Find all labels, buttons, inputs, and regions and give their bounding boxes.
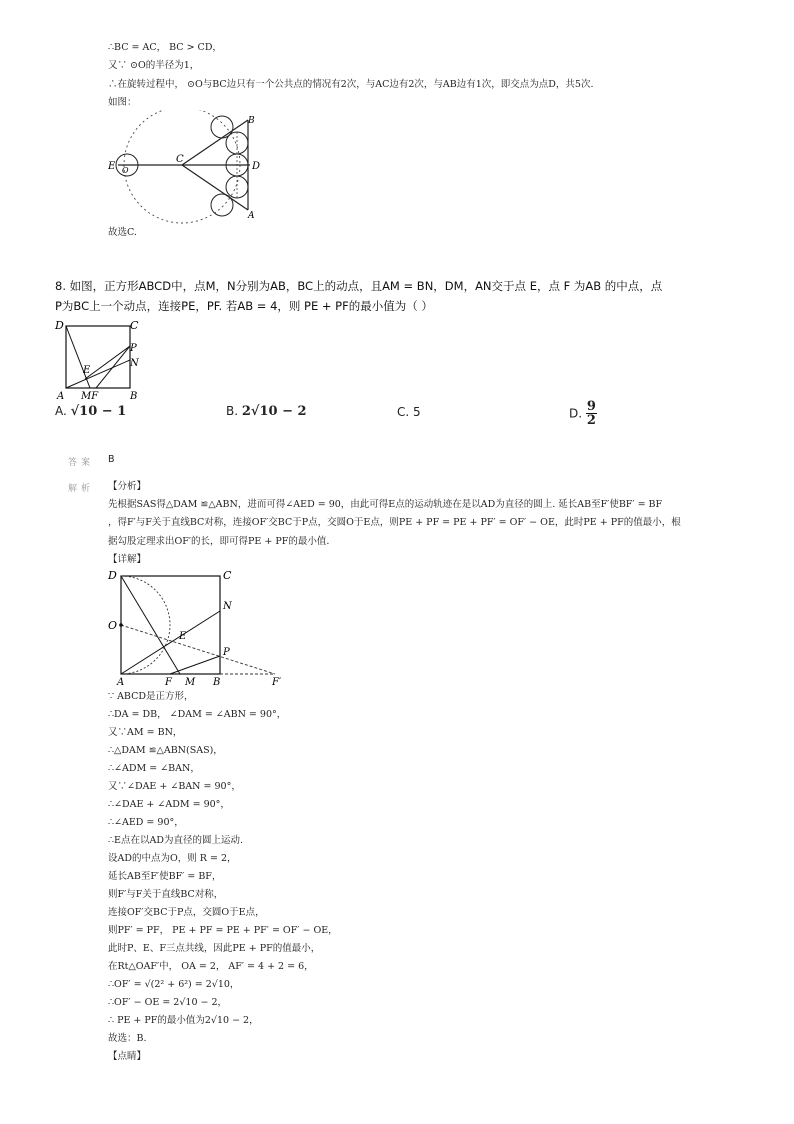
detail-step-2: ∴DA = DB， ∠DAM = ∠ABN = 90°，: [108, 709, 287, 720]
option-a-value: √10 − 1: [70, 404, 127, 419]
answer-line-c: 故选C.: [108, 227, 137, 238]
label-o: O: [108, 619, 118, 632]
label-b: B: [248, 116, 255, 126]
option-a[interactable]: [55, 404, 126, 419]
answer-value: B: [108, 454, 115, 465]
analysis-heading: 【分析】: [108, 481, 147, 492]
label-b: B: [213, 677, 221, 688]
label-e: E: [179, 631, 187, 642]
detail-step-14: 则PF′ = PF， PE + PF = PE + PF′ = OF′ − OE，: [108, 925, 338, 936]
detail-heading: 【详解】: [108, 554, 147, 565]
detail-step-3: 又∵AM = BN，: [108, 727, 183, 738]
analysis-line-1: 先根据SAS得△DAM ≌△ABN，进而可得∠AED = 90，由此可得E点的运动轨迹在是以AD为直径的圆上. 延长AB至F′使BF′ = BF: [108, 499, 663, 510]
detail-step-12: 则F′与F关于直线BC对称，: [108, 889, 224, 900]
segment-dm: [121, 576, 180, 674]
solution-line-1: ∴BC = AC， BC > CD，: [108, 42, 222, 53]
label-d: D: [108, 569, 117, 582]
solution-line-3: ∴在旋转过程中， ⊙O与BC边只有一个公共点的情况有2次，与AC边有2次，与AB边有1次，即交点为点D，共5次.: [108, 79, 594, 90]
detail-figure: [100, 566, 295, 688]
square-abcd: [121, 576, 220, 674]
circle-top-2: [226, 132, 248, 154]
point-o: [119, 623, 123, 627]
label-m: M: [185, 677, 196, 688]
option-d[interactable]: [569, 400, 597, 427]
label-b: B: [130, 391, 138, 402]
label-p: P: [223, 647, 230, 658]
segment-cb: [182, 120, 248, 165]
detail-step-13: 连接OF′交BC于P点，交圆O于E点，: [108, 907, 265, 918]
detail-step-5: ∴∠ADM = ∠BAN，: [108, 763, 200, 774]
label-p: P: [130, 343, 137, 354]
question-figure: [52, 316, 152, 402]
detail-step-17: ∴OF′ = √(2² + 6²) = 2√10，: [108, 979, 240, 990]
label-c: C: [223, 569, 232, 582]
square-abcd: [66, 326, 130, 388]
label-n: N: [223, 601, 232, 612]
analysis-line-2: ，得F′与F关于直线BC对称，连接OF′交BC于P点，交圆O于E点，则PE + PF = PE + PF′ = OF′ − OE，此时PE + PF的值最小，根: [108, 517, 681, 528]
option-c-letter: C.: [397, 405, 410, 419]
option-c[interactable]: [397, 405, 421, 419]
detail-step-7: ∴∠DAE + ∠ADM = 90°，: [108, 799, 230, 810]
rotation-path-circle: [124, 110, 240, 223]
label-a: A: [57, 391, 65, 402]
detail-step-16: 在Rt△OAF′中， OA = 2， AF′ = 4 + 2 = 6，: [108, 961, 314, 972]
label-mf: MF: [81, 391, 99, 402]
option-a-letter: A.: [55, 404, 67, 418]
label-e: E: [108, 161, 116, 172]
detail-step-15: 此时P、E、F三点共线，因此PE + PF的值最小，: [108, 943, 321, 954]
label-o: O: [122, 166, 129, 175]
label-c: C: [176, 154, 184, 165]
detail-step-6: 又∵∠DAE + ∠BAN = 90°，: [108, 781, 241, 792]
label-f-prime: F′: [272, 677, 282, 688]
circle-bottom-1: [211, 194, 233, 216]
option-b[interactable]: [226, 404, 307, 419]
semicircle-ad: [121, 576, 170, 674]
note-heading: 【点睛】: [108, 1051, 147, 1062]
option-d-denominator: 2: [586, 413, 596, 428]
label-c: C: [130, 319, 139, 332]
segment-an: [66, 360, 130, 388]
detail-step-9: ∴E点在以AD为直径的圆上运动.: [108, 835, 243, 846]
segment-fp: [170, 656, 220, 674]
option-d-letter: D.: [569, 406, 583, 421]
detail-step-1: ∵ ABCD是正方形，: [108, 691, 194, 702]
detail-step-10: 设AD的中点为O，则 R = 2，: [108, 853, 237, 864]
label-n: N: [130, 358, 139, 369]
circle-bottom-2: [226, 176, 248, 198]
detail-step-18: ∴OF′ − OE = 2√10 − 2，: [108, 997, 228, 1008]
solution-line-4: 如图：: [108, 97, 137, 108]
question-line-2: P为BC上一个动点，连接PE，PF. 若AB = 4，则 PE + PF的最小值为（ ）: [55, 299, 433, 313]
segment-of1: [121, 625, 275, 674]
detail-step-20: 故选：B.: [108, 1033, 147, 1044]
segment-an: [121, 611, 220, 674]
option-c-value: 5: [413, 405, 421, 419]
option-d-numerator: 9: [586, 399, 596, 414]
label-d: D: [252, 161, 261, 172]
answer-label: 答案: [68, 458, 95, 468]
label-a: A: [248, 211, 255, 221]
option-b-letter: B.: [226, 404, 239, 418]
detail-step-19: ∴ PE + PF的最小值为2√10 − 2，: [108, 1015, 259, 1026]
label-f: F: [165, 677, 172, 688]
segment-ca: [182, 165, 248, 210]
detail-step-4: ∴△DAM ≌△ABN(SAS)，: [108, 745, 223, 756]
solution-line-2: 又∵ ⊙O的半径为1，: [108, 60, 200, 71]
analysis-line-3: 据勾股定理求出OF′的长，即可得PE + PF的最小值.: [108, 536, 330, 547]
analysis-label: 解析: [68, 484, 95, 494]
detail-step-11: 延长AB至F′使BF′ = BF，: [108, 871, 222, 882]
question-line-1: 8. 如图，正方形ABCD中，点M，N分别为AB，BC上的动点，且AM = BN，DM，AN交于点 E，点 F 为AB 的中点，点: [55, 279, 663, 293]
label-e: E: [83, 365, 91, 376]
option-b-value: 2√10 − 2: [241, 404, 307, 419]
detail-step-8: ∴∠AED = 90°，: [108, 817, 184, 828]
option-d-fraction: [586, 400, 597, 427]
label-a: A: [117, 677, 125, 688]
label-d: D: [55, 319, 64, 332]
rotation-figure: [100, 110, 270, 225]
